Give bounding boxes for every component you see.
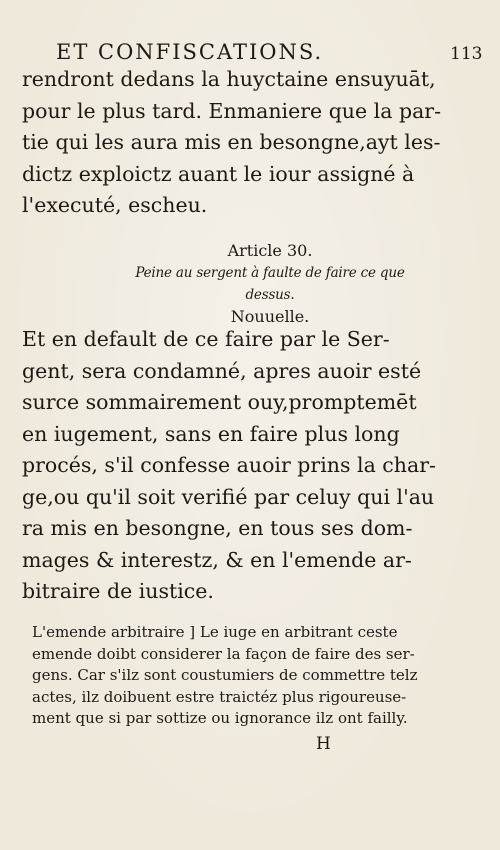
signature-mark: H xyxy=(316,734,331,754)
paragraph-2-line: surce sommairement ouy,promptemēt xyxy=(22,390,417,414)
running-head: ET CONFISCATIONS. xyxy=(56,40,324,64)
paragraph-2 xyxy=(22,324,436,608)
gloss-line: gens. Car s'ilz sont coustumiers de commettre telz xyxy=(32,666,418,684)
gloss-note xyxy=(32,622,452,730)
paragraph-1-line: rendront dedans la huyctaine ensuyuāt, xyxy=(22,67,436,91)
gloss-line: L'emende arbitraire ] Le iuge en arbitrant ceste xyxy=(32,623,398,641)
paragraph-2-line: ge,ou qu'il soit verifié par celuy qui l'au xyxy=(22,484,435,509)
gloss-line: ment que si par sottize ou ignorance ilz ont failly. xyxy=(32,709,408,727)
paragraph-2-line: bitraire de iustice. xyxy=(22,579,214,603)
paragraph-2-line: mages & interestz, & en l'emende ar- xyxy=(22,547,412,572)
paragraph-1-line: tie qui les aura mis en besongne,ayt les- xyxy=(22,130,441,154)
gloss-line: emende doibt considerer la façon de faire des ser- xyxy=(32,644,415,663)
page-number: 113 xyxy=(450,44,483,64)
paragraph-1-line: l'executé, escheu. xyxy=(22,193,208,217)
article-note: Nouuelle. xyxy=(230,307,310,326)
paragraph-1-line: dictz exploictz auant le iour assigné à xyxy=(22,161,415,186)
paragraph-2-line: en iugement, sans en faire plus long xyxy=(22,421,400,446)
paragraph-2-line: Et en default de ce faire par le Ser- xyxy=(22,327,390,351)
paragraph-1-line: pour le plus tard. Enmaniere que la par- xyxy=(22,98,442,123)
paragraph-2-line: ra mis en besongne, en tous ses dom- xyxy=(22,516,413,540)
paragraph-2-line: procés, s'il confesse auoir prins la char- xyxy=(22,453,436,477)
article-heading xyxy=(120,240,420,328)
article-title: Article 30. xyxy=(227,241,313,260)
article-subtitle: Peine au sergent à faulte de faire ce que dessus. xyxy=(135,265,405,303)
paragraph-2-line: gent, sera condamné, apres auoir esté xyxy=(22,358,422,383)
gloss-line: actes, ilz doibuent estre traictéz plus rigoureuse- xyxy=(32,687,407,706)
paragraph-1 xyxy=(22,64,442,222)
